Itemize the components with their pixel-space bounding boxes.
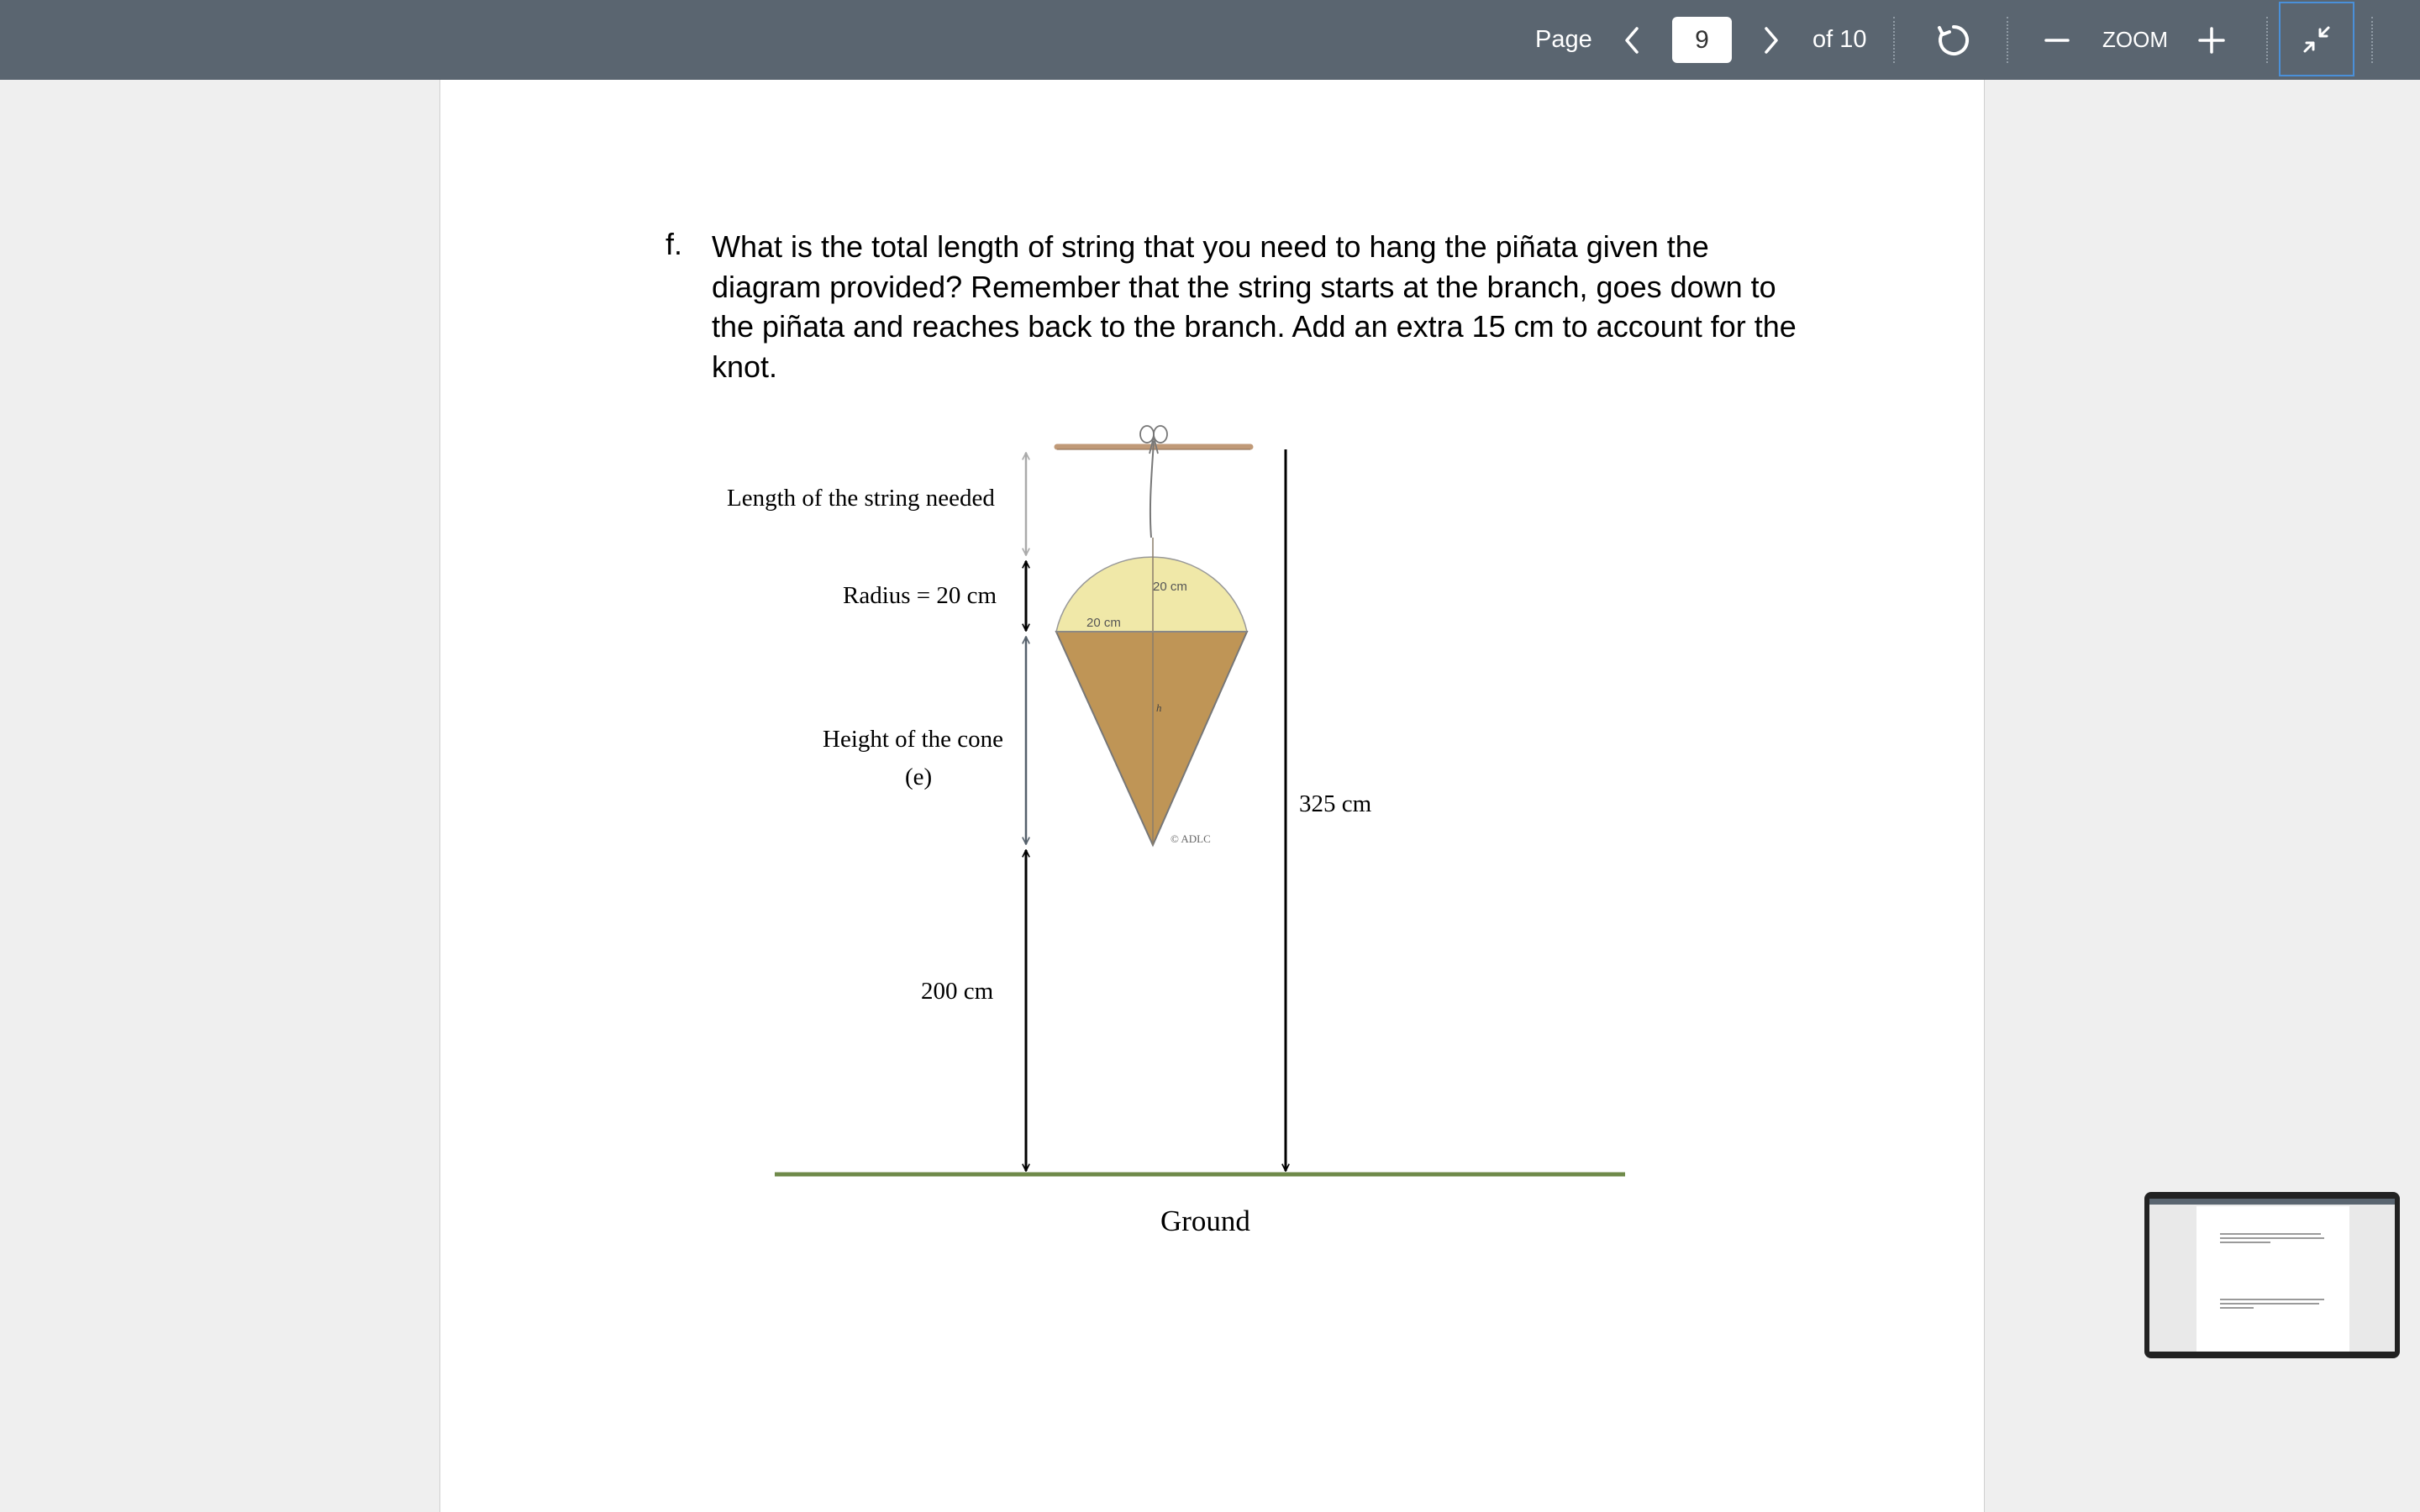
copyright-label: © ADLC: [1171, 832, 1211, 845]
question-marker: f.: [666, 227, 683, 261]
hanging-string: [1150, 441, 1154, 538]
thumbnail-toolbar: [2149, 1199, 2395, 1205]
string-length-label: Length of the string needed: [727, 485, 995, 512]
hemisphere: [1056, 557, 1247, 632]
total-height-label: 325 cm: [1299, 790, 1372, 817]
page-label: Page: [1535, 26, 1592, 53]
ground-distance-label: 200 cm: [921, 978, 994, 1005]
zoom-label: ZOOM: [2102, 27, 2168, 52]
inner-radius-horizontal-label: 20 cm: [1086, 616, 1121, 630]
cone-height-sublabel: (e): [905, 764, 933, 790]
ground-label: Ground: [1160, 1205, 1250, 1237]
page-total: of 10: [1812, 26, 1867, 53]
thumbnail-page: [2196, 1206, 2349, 1352]
inner-radius-vertical-label: 20 cm: [1153, 580, 1187, 594]
radius-label: Radius = 20 cm: [843, 582, 997, 609]
page-thumbnail-navigator[interactable]: [2144, 1192, 2400, 1358]
cone-height-label: Height of the cone: [823, 726, 1004, 753]
cone: [1056, 632, 1247, 845]
cone-height-h-label: h: [1156, 701, 1162, 714]
question-text: What is the total length of string that you need to hang the piñata given the diagram provided? Remember that the string starts at the branch, goes down to the piñata and reaches back to the branch. Add an extra 15 cm to account for the knot.: [712, 229, 1797, 384]
thumbnail-view: [2149, 1199, 2395, 1352]
